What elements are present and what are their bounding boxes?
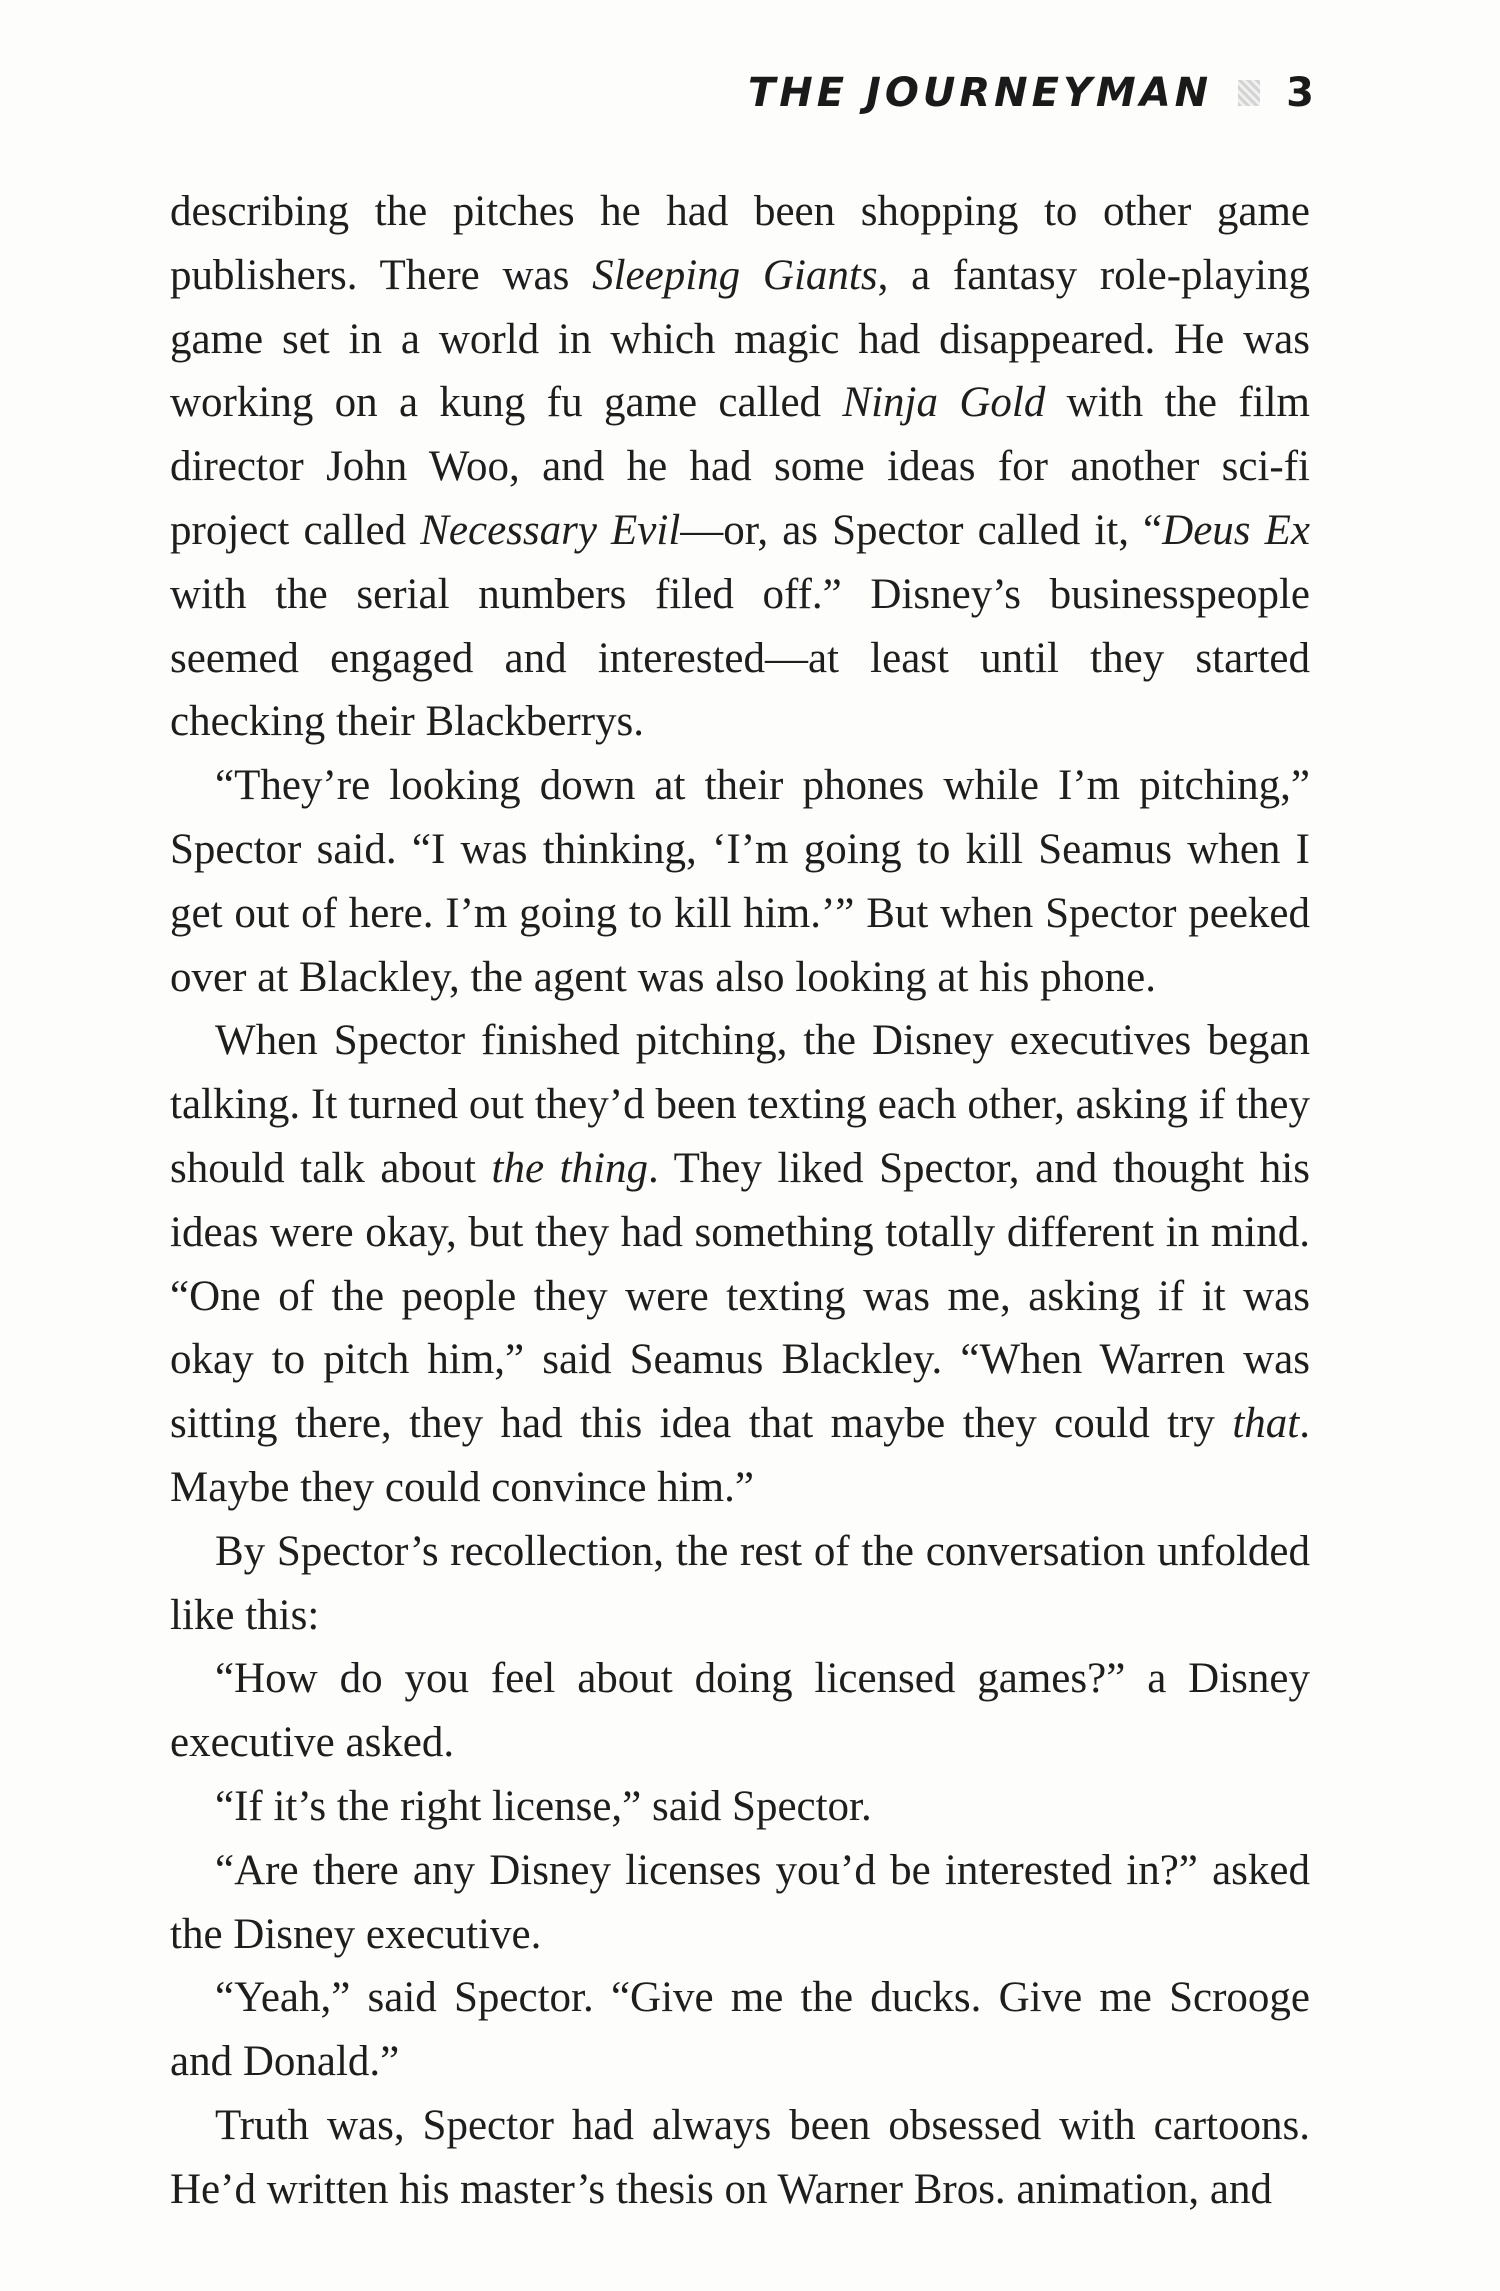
italic-text: the thing bbox=[491, 1144, 649, 1192]
italic-text: Ninja Gold bbox=[842, 379, 1046, 427]
italic-text: Necessary Evil bbox=[420, 506, 681, 554]
italic-text: Sleeping Giants bbox=[592, 251, 878, 299]
paragraph bbox=[170, 1009, 1310, 1519]
paragraph bbox=[170, 180, 1310, 754]
page-number: 3 bbox=[1286, 70, 1314, 116]
text-run: , a fantasy role-playing game set in a world in which magic had disappeared. He was working on a kung fu game called bbox=[170, 251, 1311, 427]
text-run: . Maybe they could convince him.” bbox=[170, 1400, 1310, 1511]
paragraph bbox=[170, 2094, 1310, 2222]
text-run: with the film director John Woo, and he had some ideas for another sci-fi project called bbox=[170, 379, 1310, 554]
text-run: “Are there any Disney licenses you’d be interested in?” asked the Disney executive. bbox=[170, 1846, 1310, 1958]
text-run: with the serial numbers filed off.” Disney’s businesspeople seemed engaged and interested—at least until they started checking their Blackberrys. bbox=[170, 570, 1310, 746]
body-text bbox=[170, 180, 1310, 2222]
paragraph bbox=[170, 1520, 1310, 1648]
running-head-title: THE JOURNEYMAN bbox=[747, 70, 1213, 116]
italic-text: Deus Ex bbox=[1162, 506, 1310, 554]
running-head bbox=[748, 70, 1314, 116]
paragraph bbox=[170, 1966, 1310, 2094]
paragraph bbox=[170, 1775, 1310, 1839]
text-run: . They liked Spector, and thought his ideas were okay, but they had something totally different in mind. “One of the people they were texting was me, asking if it was okay to pitch him,” said Seamus Blackley. “When Warren was sitting there, they had this idea that maybe they could try bbox=[170, 1144, 1310, 1448]
paragraph bbox=[170, 754, 1310, 1009]
ornament-icon bbox=[1238, 80, 1260, 106]
text-run: “If it’s the right license,” said Spector. bbox=[215, 1782, 872, 1830]
text-run: —or, as Spector called it, “ bbox=[680, 506, 1163, 554]
paragraph bbox=[170, 1647, 1310, 1775]
text-run: “How do you feel about doing licensed games?” a Disney executive asked. bbox=[170, 1655, 1310, 1767]
text-run: describing the pitches he had been shopping to other game publishers. There was bbox=[170, 188, 1310, 299]
text-run: “They’re looking down at their phones while I’m pitching,” Spector said. “I was thinking, ‘I’m going to kill Seamus when I get out of here. I’m going to kill him.’” But when Spector peeked over at Blackley, the agent was also looking at his phone. bbox=[170, 762, 1310, 1001]
text-run: By Spector’s recollection, the rest of the conversation unfolded like this: bbox=[170, 1527, 1310, 1639]
italic-text: that bbox=[1232, 1400, 1300, 1448]
text-run: When Spector finished pitching, the Disney executives began talking. It turned out they’d been texting each other, asking if they should talk about bbox=[170, 1017, 1310, 1192]
text-run: “Yeah,” said Spector. “Give me the ducks. Give me Scrooge and Donald.” bbox=[170, 1974, 1310, 2086]
text-run: Truth was, Spector had always been obsessed with cartoons. He’d written his master’s thesis on Warner Bros. animation, and bbox=[170, 2101, 1310, 2213]
paragraph bbox=[170, 1839, 1310, 1967]
